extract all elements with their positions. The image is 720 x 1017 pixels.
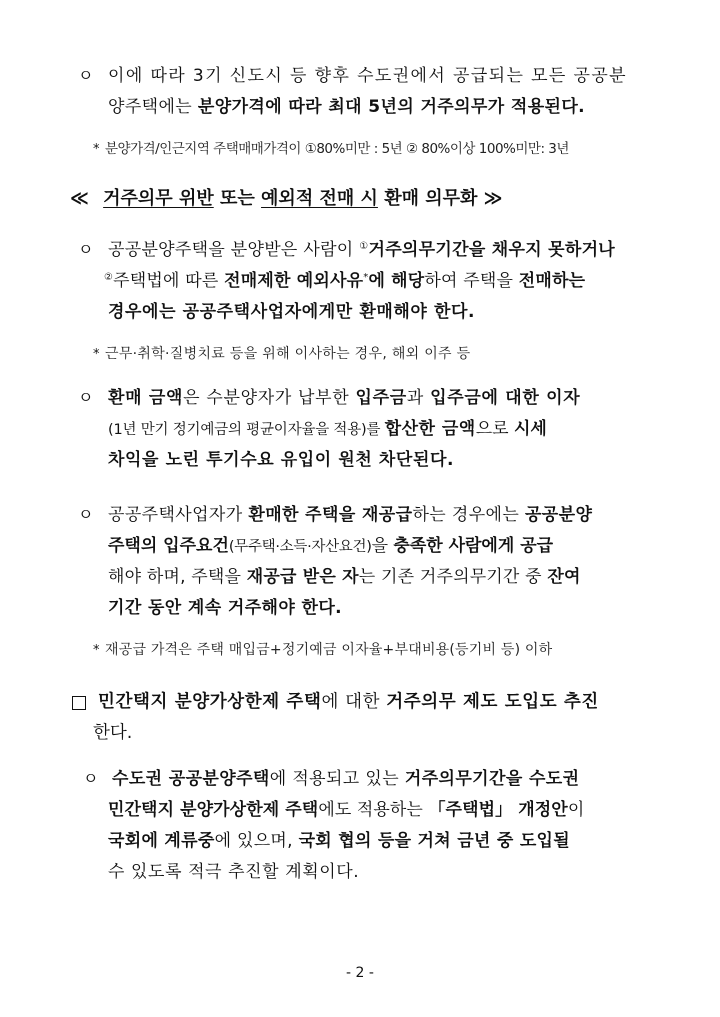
text-run-bold: 에 해당: [368, 271, 425, 291]
text-run: 이: [567, 800, 585, 820]
text-run: (1년 만기 정기예금의 평균이자율을 적용)를: [108, 422, 385, 438]
bullet-marker: ㅇ: [78, 240, 94, 259]
bullet-marker: ㅇ: [78, 388, 94, 407]
bullet-marker: ㅇ: [78, 66, 94, 85]
text-run-bold: 민간택지 분양가상한제 주택: [98, 692, 322, 712]
note-1-text: 분양가격/인근지역 주택매매가격이 ①80%미만 : 5년 ② 80%이상 100%미만: 3년: [105, 141, 569, 157]
text-run-bold: 전매제한 예외사유: [224, 271, 364, 291]
text-run-bold: 주택의 입주요건: [108, 536, 229, 556]
text-run-bold: 입주금에 대한 이자: [430, 388, 581, 408]
note-asterisk: *: [93, 347, 100, 362]
text-run: 에 대한: [321, 692, 387, 712]
paragraph-4-line-2: [108, 536, 553, 557]
text-run-bold: 환매 금액: [108, 388, 184, 408]
bullet-marker: ㅇ: [78, 505, 94, 524]
bracket-close: ≫: [483, 188, 503, 209]
paragraph-6-line-2: [108, 800, 584, 820]
paragraph-6-line-3: [108, 831, 570, 851]
text-run-bold: 국회에 계류중: [108, 831, 215, 851]
paragraph-2-line-3: 경우에는 공공주택사업자에게만 환매해야 한다.: [108, 302, 476, 322]
heading-run: 환매 의무화: [377, 188, 484, 209]
text-run-bold: 국회 협의 등을 거쳐 금년 중 도입될: [298, 831, 570, 851]
paragraph-1-line-2: [108, 97, 585, 117]
paragraph-3-line-3: 차익을 노린 투기수요 유입이 원천 차단된다.: [108, 450, 455, 470]
text-run: 하는 경우에는: [412, 505, 525, 525]
text-run-bold: 합산한 금액: [384, 419, 476, 439]
text-run: 으로: [475, 419, 514, 439]
bracket-open: ≪: [70, 188, 89, 209]
text-run-bold: 잔여: [547, 567, 581, 587]
paragraph-1-line-1: 이에 따라 3기 신도시 등 향후 수도권에서 공급되는 모든 공공분: [108, 66, 627, 86]
text-run-bold: 수도권 공공분양주택: [112, 769, 270, 789]
text-run-bold: 전매하는: [518, 271, 586, 291]
note-2-text: 근무·취학·질병치료 등을 위해 이사하는 경우, 해외 이주 등: [105, 346, 471, 362]
note-3-text: 재공급 가격은 주택 매입금+정기예금 이자율+부대비용(등기비 등) 이하: [105, 642, 553, 658]
text-run: 은 수분양자가 납부한: [183, 388, 356, 408]
text-run-bold: 시세: [513, 419, 547, 439]
square-bullet-icon: [72, 696, 86, 710]
paragraph-5-line-2: 한다.: [93, 723, 133, 743]
section-heading: [70, 188, 503, 210]
text-run-bold: 재공급 받은 자: [246, 567, 359, 587]
text-run: 주택법에 따른: [113, 271, 225, 291]
text-run-bold: 분양가격에 따라 최대 5년의 거주의무가 적용된다.: [197, 97, 586, 117]
text-run-bold: 환매한 주택을 재공급: [248, 505, 413, 525]
text-run-bold: 거주의무 제도 도입도 추진: [386, 692, 599, 712]
note-asterisk: *: [93, 643, 100, 658]
text-run: (무주택·소득·자산요건): [228, 539, 372, 555]
text-run: 에 있으며,: [214, 831, 299, 851]
paragraph-4-line-3: [108, 567, 581, 587]
text-run: 에 적용되고 있는: [269, 769, 405, 789]
superscript: *: [363, 272, 369, 283]
paragraph-5-line-1: [98, 692, 599, 712]
text-run: 하여 주택을: [424, 271, 519, 291]
text-run: 해야 하며, 주택을: [108, 567, 247, 587]
text-run: 공공주택사업자가: [108, 505, 249, 525]
page-number: - 2 -: [346, 965, 374, 981]
superscript: ①: [359, 241, 369, 252]
text-run: 을: [371, 536, 394, 556]
text-run: 에도 적용하는: [318, 800, 429, 820]
text-run: 양주택에는: [108, 97, 198, 117]
text-run: 공공분양주택을 분양받은 사람이: [108, 240, 360, 260]
bullet-marker: ㅇ: [83, 769, 99, 788]
paragraph-3-line-1: [108, 388, 580, 408]
text-run-bold: 입주금: [355, 388, 407, 408]
paragraph-3-line-2: [108, 419, 547, 440]
text-run: 는 기존 거주의무기간 중: [358, 567, 548, 587]
text-run-bold: 공공분양: [524, 505, 593, 525]
paragraph-4-line-4: 기간 동안 계속 거주해야 한다.: [108, 598, 342, 618]
paragraph-6-line-1: [112, 769, 579, 789]
note-asterisk: *: [93, 142, 100, 157]
paragraph-2-line-2: [104, 271, 585, 291]
text-run: 과: [406, 388, 431, 408]
superscript: ②: [104, 272, 114, 283]
paragraph-4-line-1: [108, 505, 592, 525]
paragraph-2-line-1: [108, 240, 615, 260]
paragraph-6-line-4: 수 있도록 적극 추진할 계획이다.: [108, 862, 360, 882]
text-run-bold: 충족한 사람에게 공급: [393, 536, 554, 556]
text-run-bold: 거주의무기간을 수도권: [404, 769, 580, 789]
text-run-bold: 민간택지 분양가상한제 주택: [108, 800, 319, 820]
heading-run: 또는: [213, 188, 262, 209]
text-run-bold: 「주택법」 개정안: [428, 800, 568, 820]
heading-run: 거주의무 위반: [103, 188, 214, 209]
text-run-bold: 거주의무기간을 채우지 못하거나: [368, 240, 616, 260]
heading-run: 예외적 전매 시: [261, 188, 378, 209]
